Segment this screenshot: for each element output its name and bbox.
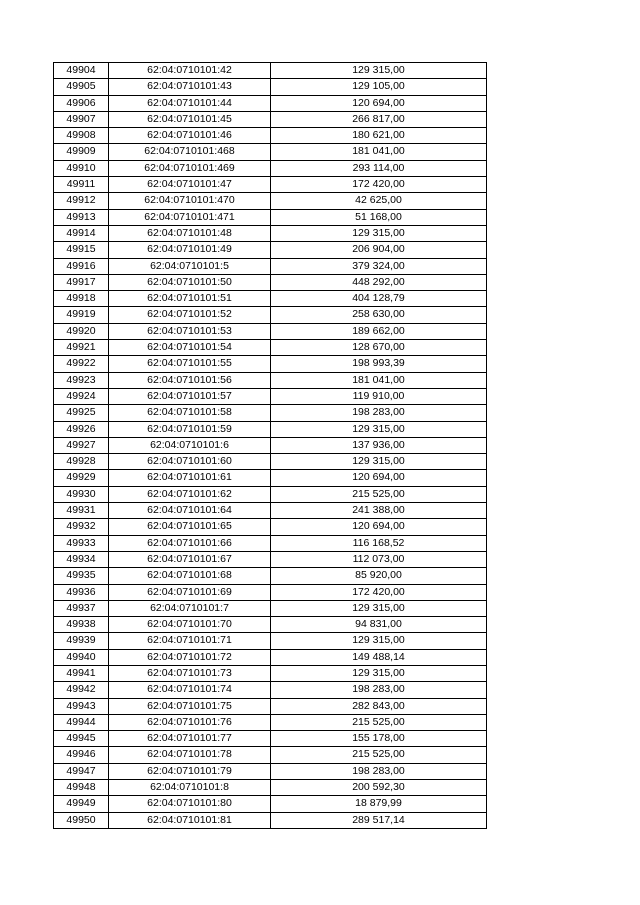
cadastral-number-cell: 62:04:0710101:51 [109, 291, 271, 307]
table-row [54, 193, 487, 209]
table-row [54, 128, 487, 144]
value-cell: 129 315,00 [271, 665, 487, 681]
value-cell: 155 178,00 [271, 731, 487, 747]
value-cell: 181 041,00 [271, 144, 487, 160]
cadastral-number-cell: 62:04:0710101:80 [109, 796, 271, 812]
row-number-cell: 49916 [54, 258, 109, 274]
value-cell: 181 041,00 [271, 372, 487, 388]
row-number-cell: 49941 [54, 665, 109, 681]
cadastral-number-cell: 62:04:0710101:60 [109, 454, 271, 470]
value-cell: 172 420,00 [271, 177, 487, 193]
table-row [54, 63, 487, 79]
table-row [54, 665, 487, 681]
value-cell: 282 843,00 [271, 698, 487, 714]
table-row [54, 144, 487, 160]
row-number-cell: 49947 [54, 763, 109, 779]
cadastral-number-cell: 62:04:0710101:468 [109, 144, 271, 160]
row-number-cell: 49929 [54, 470, 109, 486]
row-number-cell: 49923 [54, 372, 109, 388]
row-number-cell: 49927 [54, 437, 109, 453]
value-cell: 198 283,00 [271, 763, 487, 779]
value-cell: 404 128,79 [271, 291, 487, 307]
row-number-cell: 49906 [54, 95, 109, 111]
table-row [54, 242, 487, 258]
value-cell: 198 993,39 [271, 356, 487, 372]
table-row [54, 600, 487, 616]
row-number-cell: 49908 [54, 128, 109, 144]
table-row [54, 747, 487, 763]
table-row [54, 633, 487, 649]
cadastral-number-cell: 62:04:0710101:48 [109, 225, 271, 241]
cadastral-number-cell: 62:04:0710101:66 [109, 535, 271, 551]
table-row [54, 160, 487, 176]
table-row [54, 617, 487, 633]
value-cell: 289 517,14 [271, 812, 487, 828]
cadastral-number-cell: 62:04:0710101:6 [109, 437, 271, 453]
cadastral-number-cell: 62:04:0710101:7 [109, 600, 271, 616]
table-row [54, 503, 487, 519]
value-cell: 200 592,30 [271, 780, 487, 796]
row-number-cell: 49922 [54, 356, 109, 372]
table-body [54, 63, 487, 829]
row-number-cell: 49919 [54, 307, 109, 323]
row-number-cell: 49914 [54, 225, 109, 241]
table-row [54, 486, 487, 502]
cadastral-number-cell: 62:04:0710101:73 [109, 665, 271, 681]
row-number-cell: 49942 [54, 682, 109, 698]
row-number-cell: 49917 [54, 274, 109, 290]
cadastral-number-cell: 62:04:0710101:47 [109, 177, 271, 193]
cadastral-number-cell: 62:04:0710101:64 [109, 503, 271, 519]
value-cell: 120 694,00 [271, 519, 487, 535]
cadastral-number-cell: 62:04:0710101:74 [109, 682, 271, 698]
row-number-cell: 49911 [54, 177, 109, 193]
cadastral-number-cell: 62:04:0710101:68 [109, 568, 271, 584]
row-number-cell: 49928 [54, 454, 109, 470]
value-cell: 129 315,00 [271, 600, 487, 616]
value-cell: 129 105,00 [271, 79, 487, 95]
table-row [54, 454, 487, 470]
value-cell: 120 694,00 [271, 95, 487, 111]
value-cell: 85 920,00 [271, 568, 487, 584]
cadastral-number-cell: 62:04:0710101:65 [109, 519, 271, 535]
value-cell: 293 114,00 [271, 160, 487, 176]
cadastral-number-cell: 62:04:0710101:79 [109, 763, 271, 779]
cadastral-number-cell: 62:04:0710101:78 [109, 747, 271, 763]
value-cell: 215 525,00 [271, 714, 487, 730]
value-cell: 137 936,00 [271, 437, 487, 453]
cadastral-number-cell: 62:04:0710101:70 [109, 617, 271, 633]
cadastral-number-cell: 62:04:0710101:58 [109, 405, 271, 421]
value-cell: 129 315,00 [271, 421, 487, 437]
value-cell: 172 420,00 [271, 584, 487, 600]
row-number-cell: 49935 [54, 568, 109, 584]
value-cell: 258 630,00 [271, 307, 487, 323]
value-cell: 42 625,00 [271, 193, 487, 209]
value-cell: 51 168,00 [271, 209, 487, 225]
table-row [54, 95, 487, 111]
cadastral-number-cell: 62:04:0710101:76 [109, 714, 271, 730]
cadastral-number-cell: 62:04:0710101:54 [109, 340, 271, 356]
table-row [54, 682, 487, 698]
value-cell: 379 324,00 [271, 258, 487, 274]
row-number-cell: 49912 [54, 193, 109, 209]
row-number-cell: 49939 [54, 633, 109, 649]
cadastral-number-cell: 62:04:0710101:77 [109, 731, 271, 747]
row-number-cell: 49940 [54, 649, 109, 665]
value-cell: 189 662,00 [271, 323, 487, 339]
row-number-cell: 49924 [54, 388, 109, 404]
cadastral-number-cell: 62:04:0710101:46 [109, 128, 271, 144]
table-row [54, 209, 487, 225]
cadastral-number-cell: 62:04:0710101:75 [109, 698, 271, 714]
row-number-cell: 49936 [54, 584, 109, 600]
value-cell: 215 525,00 [271, 486, 487, 502]
row-number-cell: 49943 [54, 698, 109, 714]
table-row [54, 79, 487, 95]
table-row [54, 470, 487, 486]
row-number-cell: 49930 [54, 486, 109, 502]
value-cell: 129 315,00 [271, 63, 487, 79]
value-cell: 198 283,00 [271, 682, 487, 698]
table-row [54, 731, 487, 747]
cadastral-number-cell: 62:04:0710101:59 [109, 421, 271, 437]
row-number-cell: 49931 [54, 503, 109, 519]
value-cell: 215 525,00 [271, 747, 487, 763]
row-number-cell: 49918 [54, 291, 109, 307]
cadastral-number-cell: 62:04:0710101:8 [109, 780, 271, 796]
cadastral-number-cell: 62:04:0710101:61 [109, 470, 271, 486]
table-row [54, 796, 487, 812]
cadastral-number-cell: 62:04:0710101:44 [109, 95, 271, 111]
table-row [54, 421, 487, 437]
value-cell: 129 315,00 [271, 225, 487, 241]
cadastral-number-cell: 62:04:0710101:45 [109, 111, 271, 127]
table-row [54, 698, 487, 714]
cadastral-number-cell: 62:04:0710101:50 [109, 274, 271, 290]
row-number-cell: 49905 [54, 79, 109, 95]
row-number-cell: 49907 [54, 111, 109, 127]
table-row [54, 584, 487, 600]
cadastral-number-cell: 62:04:0710101:71 [109, 633, 271, 649]
row-number-cell: 49925 [54, 405, 109, 421]
row-number-cell: 49933 [54, 535, 109, 551]
table-row [54, 405, 487, 421]
row-number-cell: 49913 [54, 209, 109, 225]
row-number-cell: 49945 [54, 731, 109, 747]
row-number-cell: 49948 [54, 780, 109, 796]
value-cell: 119 910,00 [271, 388, 487, 404]
value-cell: 120 694,00 [271, 470, 487, 486]
value-cell: 18 879,99 [271, 796, 487, 812]
table-row [54, 519, 487, 535]
value-cell: 149 488,14 [271, 649, 487, 665]
table-row [54, 437, 487, 453]
table-row [54, 340, 487, 356]
value-cell: 266 817,00 [271, 111, 487, 127]
cadastral-number-cell: 62:04:0710101:5 [109, 258, 271, 274]
cadastral-number-cell: 62:04:0710101:62 [109, 486, 271, 502]
row-number-cell: 49926 [54, 421, 109, 437]
row-number-cell: 49944 [54, 714, 109, 730]
table-row [54, 568, 487, 584]
cadastral-value-table [53, 62, 487, 829]
value-cell: 116 168,52 [271, 535, 487, 551]
row-number-cell: 49950 [54, 812, 109, 828]
table-row [54, 780, 487, 796]
row-number-cell: 49938 [54, 617, 109, 633]
cadastral-number-cell: 62:04:0710101:53 [109, 323, 271, 339]
table-row [54, 535, 487, 551]
row-number-cell: 49932 [54, 519, 109, 535]
table-row [54, 177, 487, 193]
value-cell: 198 283,00 [271, 405, 487, 421]
row-number-cell: 49937 [54, 600, 109, 616]
row-number-cell: 49946 [54, 747, 109, 763]
value-cell: 112 073,00 [271, 551, 487, 567]
cadastral-number-cell: 62:04:0710101:49 [109, 242, 271, 258]
cadastral-number-cell: 62:04:0710101:72 [109, 649, 271, 665]
value-cell: 206 904,00 [271, 242, 487, 258]
value-cell: 94 831,00 [271, 617, 487, 633]
cadastral-number-cell: 62:04:0710101:56 [109, 372, 271, 388]
cadastral-number-cell: 62:04:0710101:42 [109, 63, 271, 79]
row-number-cell: 49949 [54, 796, 109, 812]
table-row [54, 323, 487, 339]
value-cell: 128 670,00 [271, 340, 487, 356]
table-row [54, 388, 487, 404]
cadastral-number-cell: 62:04:0710101:81 [109, 812, 271, 828]
cadastral-number-cell: 62:04:0710101:471 [109, 209, 271, 225]
table-row [54, 291, 487, 307]
cadastral-number-cell: 62:04:0710101:52 [109, 307, 271, 323]
table-row [54, 812, 487, 828]
table-row [54, 714, 487, 730]
value-cell: 180 621,00 [271, 128, 487, 144]
row-number-cell: 49910 [54, 160, 109, 176]
table-row [54, 372, 487, 388]
table-row [54, 111, 487, 127]
table-row [54, 356, 487, 372]
cadastral-number-cell: 62:04:0710101:69 [109, 584, 271, 600]
row-number-cell: 49904 [54, 63, 109, 79]
cadastral-number-cell: 62:04:0710101:470 [109, 193, 271, 209]
table-row [54, 225, 487, 241]
table-row [54, 763, 487, 779]
value-cell: 129 315,00 [271, 633, 487, 649]
row-number-cell: 49920 [54, 323, 109, 339]
cadastral-number-cell: 62:04:0710101:43 [109, 79, 271, 95]
table-row [54, 258, 487, 274]
row-number-cell: 49915 [54, 242, 109, 258]
value-cell: 448 292,00 [271, 274, 487, 290]
value-cell: 241 388,00 [271, 503, 487, 519]
row-number-cell: 49934 [54, 551, 109, 567]
cadastral-number-cell: 62:04:0710101:469 [109, 160, 271, 176]
row-number-cell: 49909 [54, 144, 109, 160]
row-number-cell: 49921 [54, 340, 109, 356]
table-row [54, 551, 487, 567]
table-row [54, 649, 487, 665]
cadastral-number-cell: 62:04:0710101:55 [109, 356, 271, 372]
table-row [54, 274, 487, 290]
table-row [54, 307, 487, 323]
value-cell: 129 315,00 [271, 454, 487, 470]
cadastral-number-cell: 62:04:0710101:57 [109, 388, 271, 404]
cadastral-number-cell: 62:04:0710101:67 [109, 551, 271, 567]
